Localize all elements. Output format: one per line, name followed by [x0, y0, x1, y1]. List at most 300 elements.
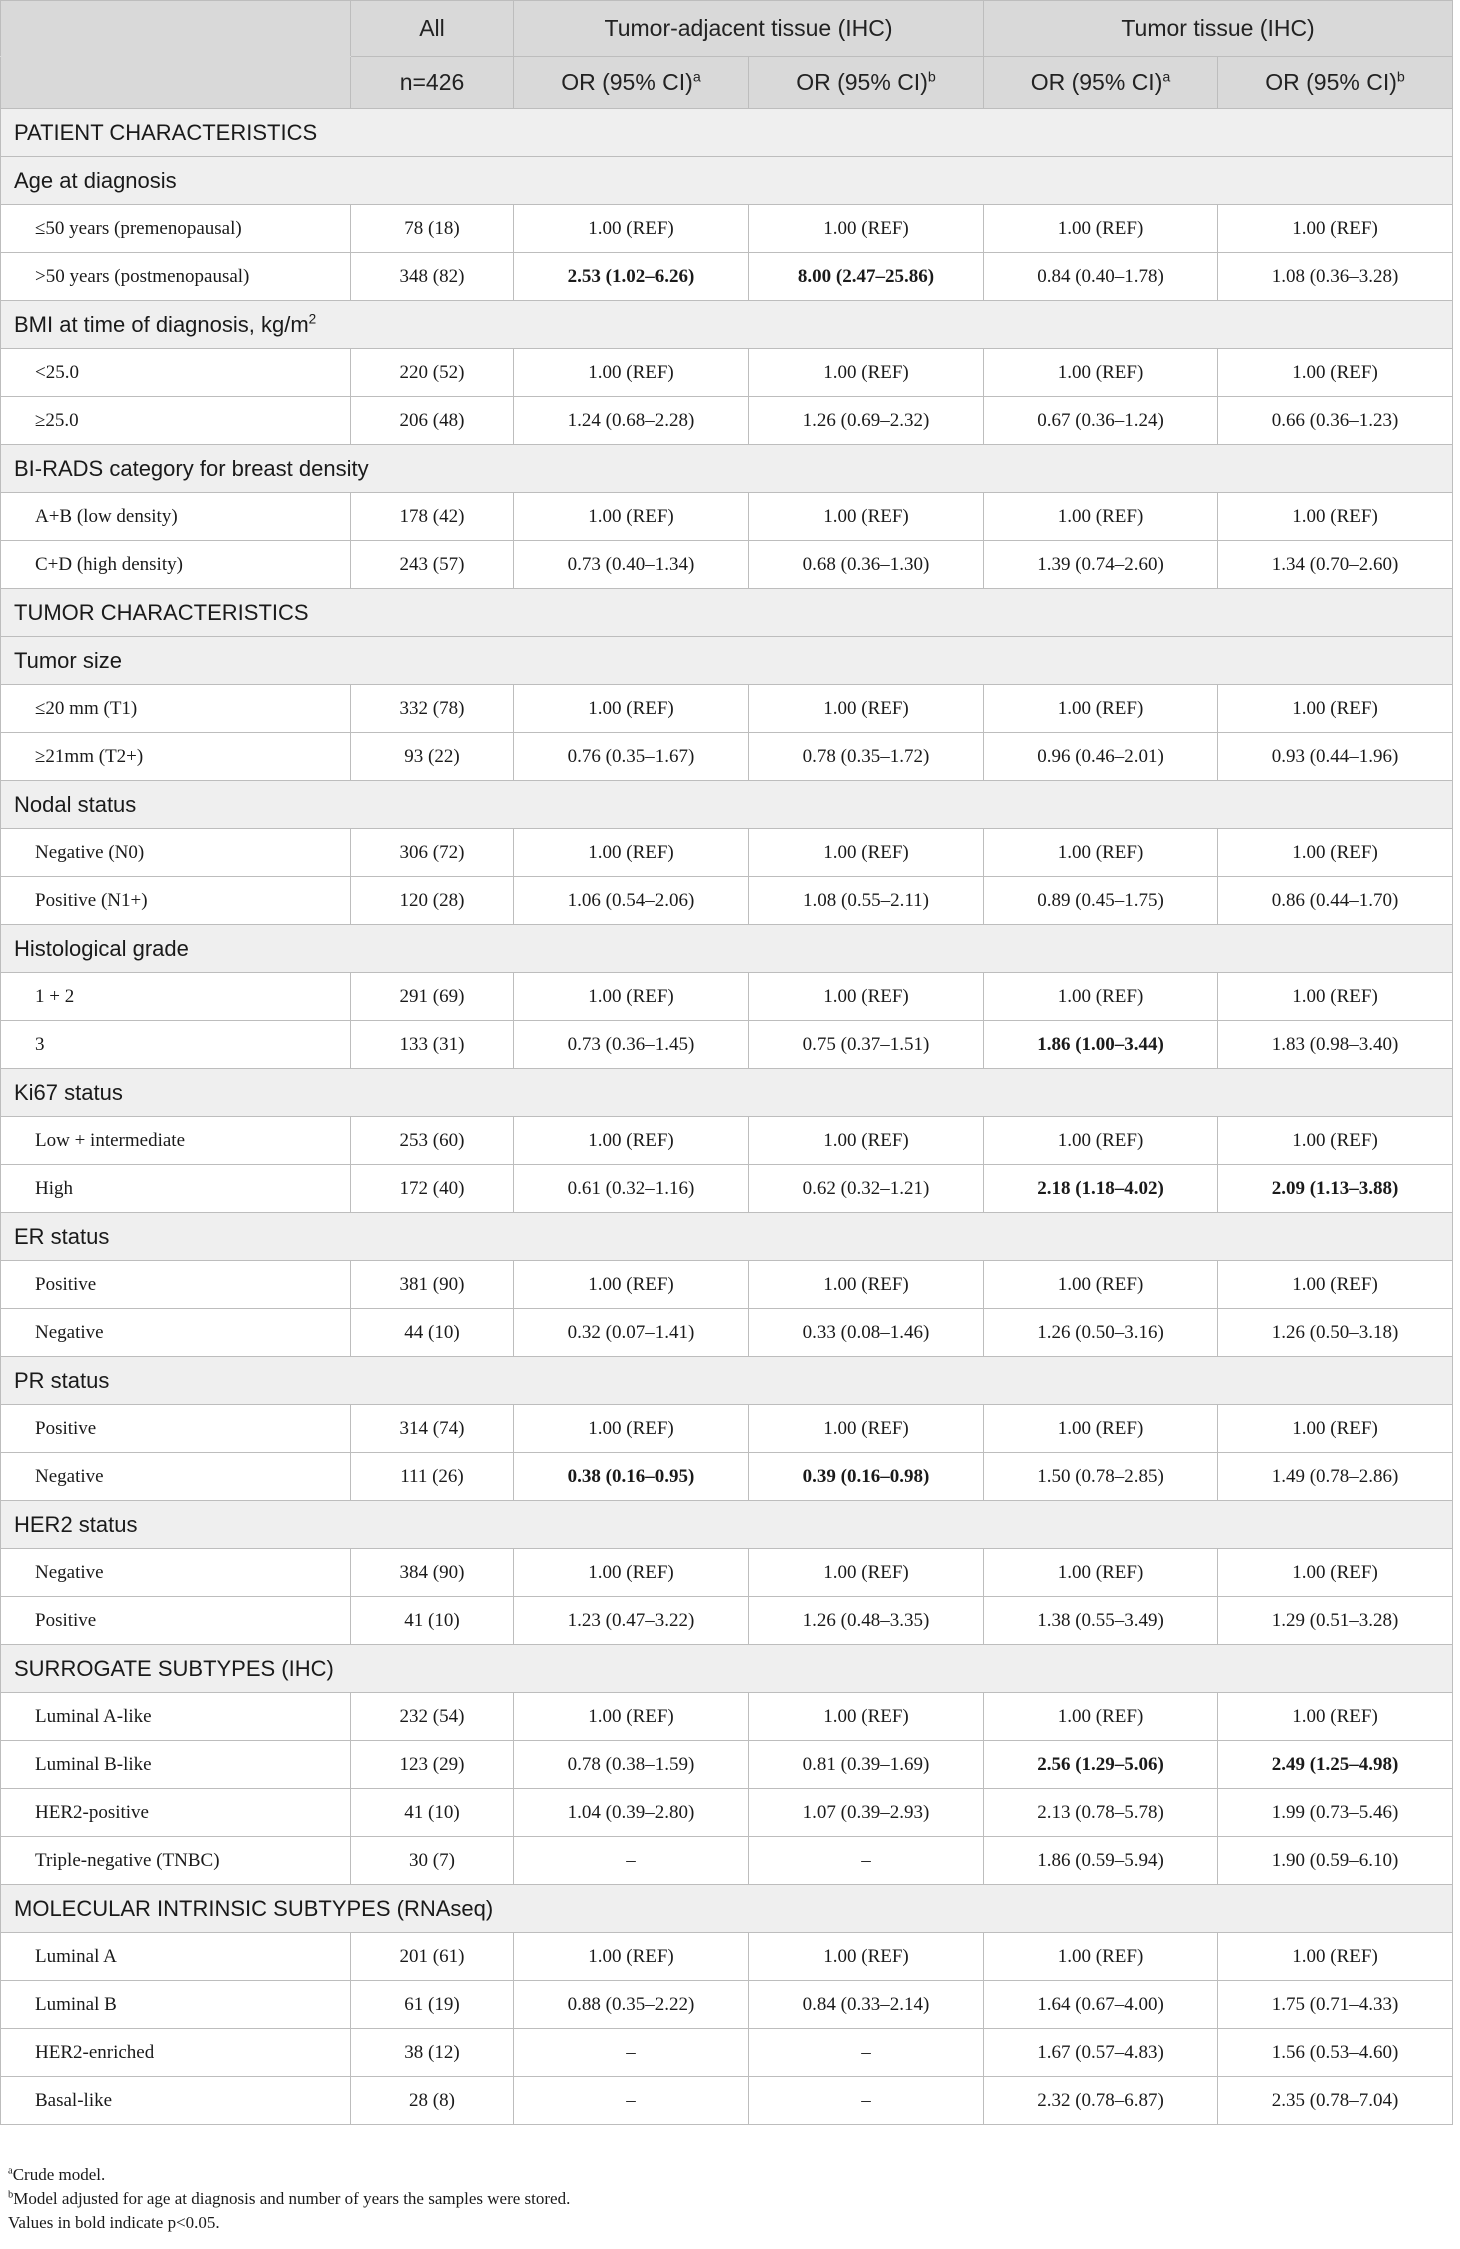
or-cell [984, 1597, 1218, 1645]
or-cell [984, 493, 1218, 541]
or-cell [984, 541, 1218, 589]
row-label: Basal-like [1, 2077, 351, 2125]
header-all: All [351, 1, 514, 57]
section-title [1, 925, 1453, 973]
or-value: 1.99 (0.73–5.46) [1271, 1801, 1399, 1823]
or-value: 1.00 (REF) [823, 1129, 909, 1151]
or-value: 1.08 (0.36–3.28) [1271, 265, 1399, 287]
count-cell: 381 (90) [351, 1261, 514, 1309]
or-value: 1.00 (REF) [1057, 1129, 1144, 1151]
or-cell [749, 1117, 984, 1165]
section-header-row [1, 445, 1453, 493]
or-value-significant: 2.09 (1.13–3.88) [1271, 1177, 1399, 1199]
or-cell [1218, 205, 1453, 253]
footnote-marker: b [927, 69, 936, 86]
or-cell [1218, 253, 1453, 301]
section-title-text: Age at diagnosis [14, 167, 177, 193]
or-value: 1.00 (REF) [1292, 1129, 1378, 1151]
or-value: 1.75 (0.71–4.33) [1271, 1993, 1399, 2015]
or-value-significant: 2.18 (1.18–4.02) [1037, 1177, 1164, 1199]
header-tumor-tissue: Tumor tissue (IHC) [984, 1, 1453, 57]
or-value-significant: 0.38 (0.16–0.95) [567, 1465, 695, 1487]
or-cell [1218, 1117, 1453, 1165]
table-row [1, 1741, 1453, 1789]
row-label: Positive [1, 1405, 351, 1453]
section-header-row [1, 1069, 1453, 1117]
or-value: 0.73 (0.36–1.45) [567, 1033, 695, 1055]
row-label: HER2-enriched [1, 2029, 351, 2077]
or-cell [1218, 1741, 1453, 1789]
section-title-text: PATIENT CHARACTERISTICS [14, 119, 318, 145]
or-value: 0.93 (0.44–1.96) [1271, 745, 1399, 767]
count-cell: 243 (57) [351, 541, 514, 589]
or-value: 1.00 (REF) [823, 505, 909, 527]
or-cell [1218, 1693, 1453, 1741]
or-cell [984, 253, 1218, 301]
or-value: 1.04 (0.39–2.80) [567, 1801, 695, 1823]
or-value: 1.38 (0.55–3.49) [1037, 1609, 1164, 1631]
or-value: 2.35 (0.78–7.04) [1271, 2089, 1399, 2111]
or-value: 1.00 (REF) [1292, 505, 1378, 527]
or-cell [749, 1741, 984, 1789]
or-value: – [626, 2041, 636, 2063]
or-cell [984, 973, 1218, 1021]
or-value: 1.00 (REF) [823, 841, 909, 863]
or-value-significant: 2.56 (1.29–5.06) [1037, 1753, 1164, 1775]
or-value: 1.00 (REF) [1292, 1561, 1378, 1583]
row-label: Positive [1, 1261, 351, 1309]
or-cell [514, 1789, 749, 1837]
or-cell [749, 733, 984, 781]
count-cell: 61 (19) [351, 1981, 514, 2029]
table-row [1, 973, 1453, 1021]
or-cell [749, 829, 984, 877]
section-header-row [1, 781, 1453, 829]
or-value: 1.00 (REF) [1057, 1705, 1144, 1727]
or-value: 1.39 (0.74–2.60) [1037, 553, 1164, 575]
section-title-text: BMI at time of diagnosis, kg/m [14, 311, 309, 337]
or-cell [984, 2029, 1218, 2077]
or-value: 0.76 (0.35–1.67) [567, 745, 695, 767]
or-cell [984, 685, 1218, 733]
or-value: 0.78 (0.38–1.59) [567, 1753, 695, 1775]
row-label: High [1, 1165, 351, 1213]
or-value: 1.00 (REF) [823, 697, 909, 719]
section-title [1, 1069, 1453, 1117]
row-label: 1 + 2 [1, 973, 351, 1021]
or-value: 1.90 (0.59–6.10) [1271, 1849, 1399, 1871]
or-cell [984, 1165, 1218, 1213]
footnote [8, 2211, 570, 2235]
count-cell: 314 (74) [351, 1405, 514, 1453]
table-row [1, 493, 1453, 541]
or-label: OR (95% CI) [561, 69, 693, 95]
footnote-marker: b [8, 2189, 14, 2201]
footnote-marker: a [8, 2165, 13, 2177]
count-cell: 253 (60) [351, 1117, 514, 1165]
or-value: 1.00 (REF) [1057, 1945, 1144, 1967]
or-cell [1218, 2029, 1453, 2077]
section-title [1, 1645, 1453, 1693]
or-value: 0.66 (0.36–1.23) [1271, 409, 1399, 431]
count-cell: 78 (18) [351, 205, 514, 253]
or-cell [1218, 1405, 1453, 1453]
or-cell [984, 1837, 1218, 1885]
or-value: 1.00 (REF) [588, 1561, 674, 1583]
or-value-significant: 2.53 (1.02–6.26) [567, 265, 695, 287]
or-cell [984, 349, 1218, 397]
or-cell [514, 349, 749, 397]
or-cell [1218, 1165, 1453, 1213]
table-row [1, 2029, 1453, 2077]
section-header-row [1, 157, 1453, 205]
row-label: Luminal A [1, 1933, 351, 1981]
section-title-superscript: 2 [308, 311, 317, 327]
or-cell [749, 1453, 984, 1501]
or-cell [984, 877, 1218, 925]
or-value: 1.00 (REF) [588, 1273, 674, 1295]
or-value: 1.00 (REF) [588, 361, 674, 383]
section-title [1, 1213, 1453, 1261]
table-row [1, 1981, 1453, 2029]
or-cell [749, 1021, 984, 1069]
table-row [1, 1165, 1453, 1213]
or-value: 1.00 (REF) [823, 361, 909, 383]
or-cell [749, 1261, 984, 1309]
or-value: 1.00 (REF) [1292, 1945, 1378, 1967]
section-title-text: Tumor size [14, 647, 122, 673]
or-value: 0.67 (0.36–1.24) [1037, 409, 1164, 431]
table-row [1, 877, 1453, 925]
or-cell [984, 1549, 1218, 1597]
section-header-row [1, 1885, 1453, 1933]
or-value: 1.56 (0.53–4.60) [1271, 2041, 1399, 2063]
or-value: 1.26 (0.69–2.32) [802, 409, 930, 431]
count-cell: 220 (52) [351, 349, 514, 397]
or-cell [514, 253, 749, 301]
section-header-row [1, 1501, 1453, 1549]
or-cell [514, 733, 749, 781]
table-row [1, 253, 1453, 301]
or-value: 1.00 (REF) [1057, 841, 1144, 863]
count-cell: 41 (10) [351, 1789, 514, 1837]
row-label: Negative [1, 1549, 351, 1597]
table-row [1, 1837, 1453, 1885]
or-cell [749, 685, 984, 733]
or-cell [749, 1693, 984, 1741]
section-title [1, 781, 1453, 829]
table-row [1, 1453, 1453, 1501]
or-value: 1.00 (REF) [1292, 1417, 1378, 1439]
header-or-adjusted-tumor [1218, 57, 1453, 109]
section-title [1, 1501, 1453, 1549]
or-cell [1218, 685, 1453, 733]
or-cell [984, 1981, 1218, 2029]
or-value: 1.00 (REF) [588, 697, 674, 719]
section-title-text: ER status [14, 1223, 110, 1249]
table-row [1, 1021, 1453, 1069]
or-cell [984, 733, 1218, 781]
or-cell [1218, 1549, 1453, 1597]
or-cell [1218, 829, 1453, 877]
or-value: 1.00 (REF) [1292, 361, 1378, 383]
or-cell [514, 1261, 749, 1309]
count-cell: 384 (90) [351, 1549, 514, 1597]
header-n: n=426 [351, 57, 514, 109]
row-label: Triple-negative (TNBC) [1, 1837, 351, 1885]
or-value: 0.75 (0.37–1.51) [802, 1033, 930, 1055]
or-cell [514, 1837, 749, 1885]
or-value: 1.23 (0.47–3.22) [567, 1609, 695, 1631]
or-value: 1.00 (REF) [588, 841, 674, 863]
or-cell [1218, 1261, 1453, 1309]
count-cell: 123 (29) [351, 1741, 514, 1789]
or-value-significant: 8.00 (2.47–25.86) [797, 265, 935, 287]
or-value: 0.88 (0.35–2.22) [567, 1993, 695, 2015]
or-cell [984, 1741, 1218, 1789]
count-cell: 178 (42) [351, 493, 514, 541]
row-label: Negative [1, 1309, 351, 1357]
or-value: 1.00 (REF) [823, 1705, 909, 1727]
or-value: 1.86 (0.59–5.94) [1037, 1849, 1164, 1871]
count-cell: 291 (69) [351, 973, 514, 1021]
table-row [1, 397, 1453, 445]
footnote-marker: b [1396, 69, 1405, 86]
row-label: Low + intermediate [1, 1117, 351, 1165]
or-value: 1.83 (0.98–3.40) [1271, 1033, 1399, 1055]
count-cell: 93 (22) [351, 733, 514, 781]
count-cell: 306 (72) [351, 829, 514, 877]
section-title [1, 109, 1453, 157]
section-header-row [1, 1213, 1453, 1261]
footnote [8, 2163, 570, 2187]
section-title [1, 589, 1453, 637]
or-cell [984, 1453, 1218, 1501]
footnote-text: Model adjusted for age at diagnosis and number of years the samples were stored. [13, 2189, 571, 2208]
or-cell [749, 1789, 984, 1837]
or-cell [514, 1117, 749, 1165]
footnote-text: Values in bold indicate p<0.05. [8, 2213, 220, 2232]
or-value: 1.00 (REF) [823, 1945, 909, 1967]
section-header-row [1, 1645, 1453, 1693]
count-cell: 28 (8) [351, 2077, 514, 2125]
row-label: HER2-positive [1, 1789, 351, 1837]
header-or-crude-adjacent [514, 57, 749, 109]
count-cell: 232 (54) [351, 1693, 514, 1741]
header-or-adjusted-adjacent [749, 57, 984, 109]
footnote-marker: a [692, 69, 701, 86]
or-value: 1.00 (REF) [588, 217, 674, 239]
or-cell [984, 1261, 1218, 1309]
or-cell [749, 1405, 984, 1453]
or-value: 1.00 (REF) [588, 1417, 674, 1439]
or-value: 0.81 (0.39–1.69) [802, 1753, 930, 1775]
or-cell [749, 1165, 984, 1213]
or-value: 1.00 (REF) [1057, 1561, 1144, 1583]
or-cell [984, 1117, 1218, 1165]
or-cell [1218, 1597, 1453, 1645]
row-label: >50 years (postmenopausal) [1, 253, 351, 301]
table-row [1, 1597, 1453, 1645]
section-title-text: Ki67 status [14, 1079, 123, 1105]
or-cell [514, 1021, 749, 1069]
count-cell: 44 (10) [351, 1309, 514, 1357]
or-cell [514, 1453, 749, 1501]
or-value: – [861, 2041, 871, 2063]
or-value: 0.89 (0.45–1.75) [1037, 889, 1164, 911]
or-value: 1.00 (REF) [1292, 697, 1378, 719]
row-label: <25.0 [1, 349, 351, 397]
or-cell [514, 829, 749, 877]
row-label: 3 [1, 1021, 351, 1069]
table-row [1, 1789, 1453, 1837]
section-title [1, 157, 1453, 205]
or-cell [749, 973, 984, 1021]
section-title-text: Histological grade [14, 935, 189, 961]
or-value: 1.64 (0.67–4.00) [1037, 1993, 1164, 2015]
or-value: 1.26 (0.48–3.35) [802, 1609, 930, 1631]
section-title [1, 1885, 1453, 1933]
row-label: Positive (N1+) [1, 877, 351, 925]
section-title [1, 1357, 1453, 1405]
or-value: 1.00 (REF) [823, 985, 909, 1007]
table-row [1, 1549, 1453, 1597]
or-value: 1.00 (REF) [1292, 985, 1378, 1007]
header-blank-cell-2 [1, 57, 351, 109]
or-label: OR (95% CI) [1030, 69, 1163, 95]
table-row [1, 349, 1453, 397]
count-cell: 38 (12) [351, 2029, 514, 2077]
or-value: 1.50 (0.78–2.85) [1037, 1465, 1164, 1487]
or-value: 1.00 (REF) [1292, 217, 1378, 239]
or-value: 1.00 (REF) [1057, 1417, 1144, 1439]
or-cell [1218, 877, 1453, 925]
or-cell [984, 1789, 1218, 1837]
or-cell [514, 2029, 749, 2077]
or-value: 0.96 (0.46–2.01) [1037, 745, 1164, 767]
row-label: Negative [1, 1453, 351, 1501]
row-label: C+D (high density) [1, 541, 351, 589]
count-cell: 111 (26) [351, 1453, 514, 1501]
table-body [1, 109, 1453, 2125]
or-cell [749, 1981, 984, 2029]
section-header-row [1, 1357, 1453, 1405]
or-cell [1218, 1021, 1453, 1069]
or-cell [749, 2029, 984, 2077]
or-cell [514, 1549, 749, 1597]
or-cell [1218, 541, 1453, 589]
or-cell [984, 1021, 1218, 1069]
or-cell [984, 1405, 1218, 1453]
or-cell [984, 397, 1218, 445]
table-row [1, 1693, 1453, 1741]
or-cell [1218, 349, 1453, 397]
table-row [1, 205, 1453, 253]
section-title-text: HER2 status [14, 1511, 138, 1537]
section-title [1, 637, 1453, 685]
or-value: 1.34 (0.70–2.60) [1271, 553, 1399, 575]
or-value: 0.61 (0.32–1.16) [567, 1177, 695, 1199]
or-value: 1.29 (0.51–3.28) [1271, 1609, 1399, 1631]
or-value: 1.00 (REF) [588, 1705, 674, 1727]
table-row [1, 1933, 1453, 1981]
or-value: 2.32 (0.78–6.87) [1037, 2089, 1164, 2111]
section-title [1, 301, 1453, 349]
or-cell [749, 541, 984, 589]
count-cell: 30 (7) [351, 1837, 514, 1885]
or-value-significant: 0.39 (0.16–0.98) [802, 1465, 930, 1487]
or-cell [514, 397, 749, 445]
row-label: Positive [1, 1597, 351, 1645]
or-value: 1.00 (REF) [1292, 1705, 1378, 1727]
or-cell [749, 1933, 984, 1981]
or-cell [984, 1693, 1218, 1741]
section-title-text: SURROGATE SUBTYPES (IHC) [14, 1655, 334, 1681]
count-cell: 332 (78) [351, 685, 514, 733]
count-cell: 41 (10) [351, 1597, 514, 1645]
footnote-marker: a [1162, 69, 1171, 86]
header-or-crude-tumor [984, 57, 1218, 109]
or-cell [514, 877, 749, 925]
or-value: 1.00 (REF) [1057, 217, 1144, 239]
or-cell [514, 685, 749, 733]
section-title-text: Nodal status [14, 791, 137, 817]
count-cell: 172 (40) [351, 1165, 514, 1213]
or-value: 0.78 (0.35–1.72) [802, 745, 930, 767]
or-cell [1218, 973, 1453, 1021]
or-cell [749, 349, 984, 397]
or-cell [514, 1309, 749, 1357]
or-label: OR (95% CI) [796, 69, 928, 95]
or-value: 0.84 (0.33–2.14) [802, 1993, 930, 2015]
or-value: 0.33 (0.08–1.46) [802, 1321, 930, 1343]
or-cell [749, 253, 984, 301]
or-value: 0.86 (0.44–1.70) [1271, 889, 1399, 911]
or-value-significant: 1.86 (1.00–3.44) [1037, 1033, 1164, 1055]
or-value: – [861, 1849, 871, 1871]
or-cell [749, 877, 984, 925]
or-cell [1218, 1309, 1453, 1357]
or-value: – [626, 1849, 636, 1871]
or-value: 1.00 (REF) [823, 1561, 909, 1583]
or-cell [514, 541, 749, 589]
or-label: OR (95% CI) [1265, 69, 1397, 95]
row-label: Luminal B [1, 1981, 351, 2029]
header-blank-cell [1, 1, 351, 57]
or-cell [749, 493, 984, 541]
table-header [1, 1, 1453, 109]
row-label: ≥25.0 [1, 397, 351, 445]
or-cell [514, 973, 749, 1021]
or-value: 1.07 (0.39–2.93) [802, 1801, 930, 1823]
table-row [1, 1117, 1453, 1165]
section-title-text: TUMOR CHARACTERISTICS [14, 599, 309, 625]
or-cell [514, 493, 749, 541]
section-header-row [1, 637, 1453, 685]
or-cell [514, 1741, 749, 1789]
or-cell [1218, 2077, 1453, 2125]
table-row [1, 2077, 1453, 2125]
table-row [1, 733, 1453, 781]
or-cell [749, 1309, 984, 1357]
or-value: 1.00 (REF) [1057, 1273, 1144, 1295]
or-cell [749, 1597, 984, 1645]
or-cell [1218, 1453, 1453, 1501]
or-cell [514, 1693, 749, 1741]
or-cell [749, 2077, 984, 2125]
or-value: 1.00 (REF) [1292, 841, 1378, 863]
row-label: Luminal B-like [1, 1741, 351, 1789]
